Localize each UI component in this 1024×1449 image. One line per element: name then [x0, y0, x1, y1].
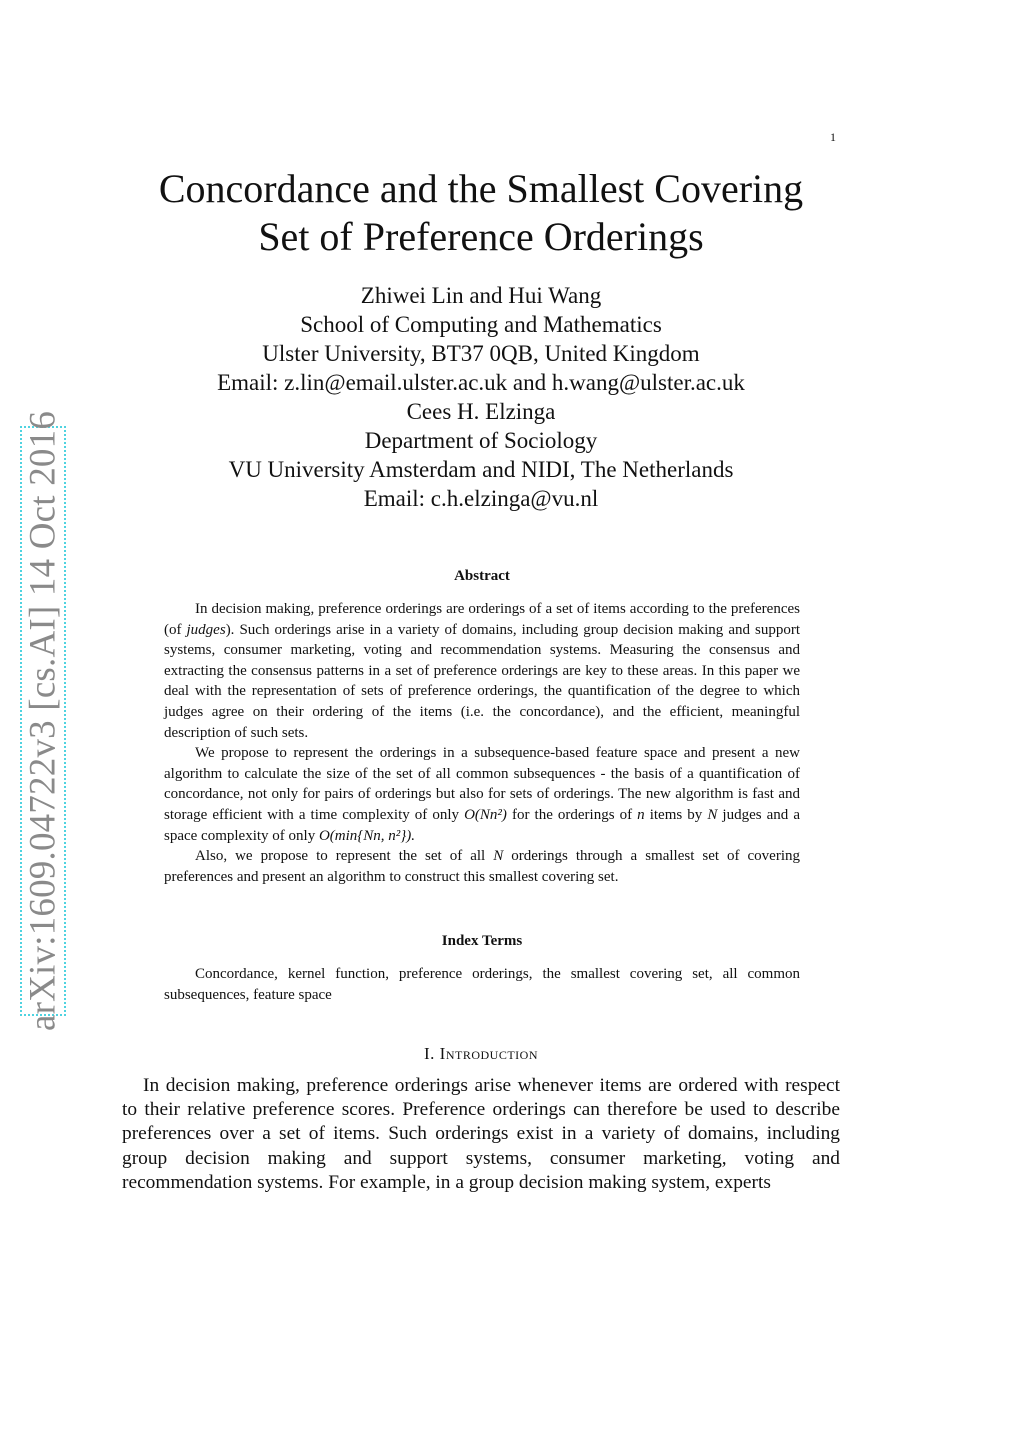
abstract-paragraph-3: Also, we propose to represent the set of all N orderings through a smallest set of covering preferences and present an algorithm to construct this smallest covering set.: [164, 848, 800, 885]
author-email[interactable]: Email: z.lin@email.ulster.ac.uk and h.wang@ulster.ac.uk: [217, 370, 745, 395]
author-university: Ulster University, BT37 0QB, United Kingdom: [262, 341, 700, 366]
coauthor-department: Department of Sociology: [364, 428, 598, 453]
math-n: n: [637, 806, 645, 823]
paper-title: [100, 165, 862, 261]
section-heading-introduction: I. Introduction: [424, 1044, 538, 1063]
title-line-2: Set of Preference Orderings: [258, 214, 704, 259]
author-block: [100, 281, 862, 513]
coauthor-email[interactable]: Email: c.h.elzinga@vu.nl: [363, 486, 599, 511]
math-space-complexity: O(min{Nn, n²}).: [318, 827, 416, 844]
math-N: N: [493, 848, 504, 865]
math-N: N: [707, 806, 718, 823]
abstract-heading: Abstract: [454, 568, 510, 584]
abstract-body: [164, 599, 800, 887]
index-terms-heading: Index Terms: [441, 933, 523, 949]
index-terms: Concordance, kernel function, preference orderings, the smallest covering set, all common subsequences, feature space: [164, 966, 800, 1003]
abstract-paragraph-1: In decision making, preference orderings are orderings of a set of items according to the preferences (of judges). Such orderings arise in a variety of domains, including group decision making and support systems, consumer marketing, voting and recommendation systems. Measuring the consensus and extracting the consensus patterns in a set of preference orderings are key to these areas. In this paper we deal with the representation of sets of preference orderings, the quantification of the degree to which judges agree on their ordering of the items (i.e. the concordance), and the efficient, meaningful description of such sets.: [164, 601, 800, 741]
math-time-complexity: O(Nn²): [464, 806, 507, 823]
page-number: 1: [830, 130, 836, 144]
coauthor-name: Cees H. Elzinga: [406, 399, 556, 424]
arxiv-stamp-text[interactable]: arXiv:1609.04722v3 [cs.AI] 14 Oct 2016: [22, 410, 64, 1032]
title-line-1: Concordance and the Smallest Covering: [158, 166, 804, 211]
author-names: Zhiwei Lin and Hui Wang: [360, 283, 602, 308]
title-block: [100, 165, 862, 513]
intro-paragraph: In decision making, preference orderings arise whenever items are ordered with respect to their relative preference scores. Preference orderings can therefore be used to describe preferences over a set of items. Such orderings exist in a variety of domains, including group decision making and support systems, consumer marketing, voting and recommendation systems. For example, in a group decision making system, experts: [122, 1075, 840, 1193]
author-department: School of Computing and Mathematics: [300, 312, 662, 337]
abstract-paragraph-2: We propose to represent the orderings in a subsequence-based feature space and present a new algorithm to calculate the size of the set of all common subsequences - the basis of a quantification of concordance, not only for pairs of orderings but also for sets of orderings. The new algorithm is fast and storage efficient with a time complexity of only O(Nn²) for the orderings of n items by N judges and a space complexity of only O(min{Nn, n²}).: [164, 745, 801, 844]
coauthor-university: VU University Amsterdam and NIDI, The Netherlands: [228, 457, 734, 482]
